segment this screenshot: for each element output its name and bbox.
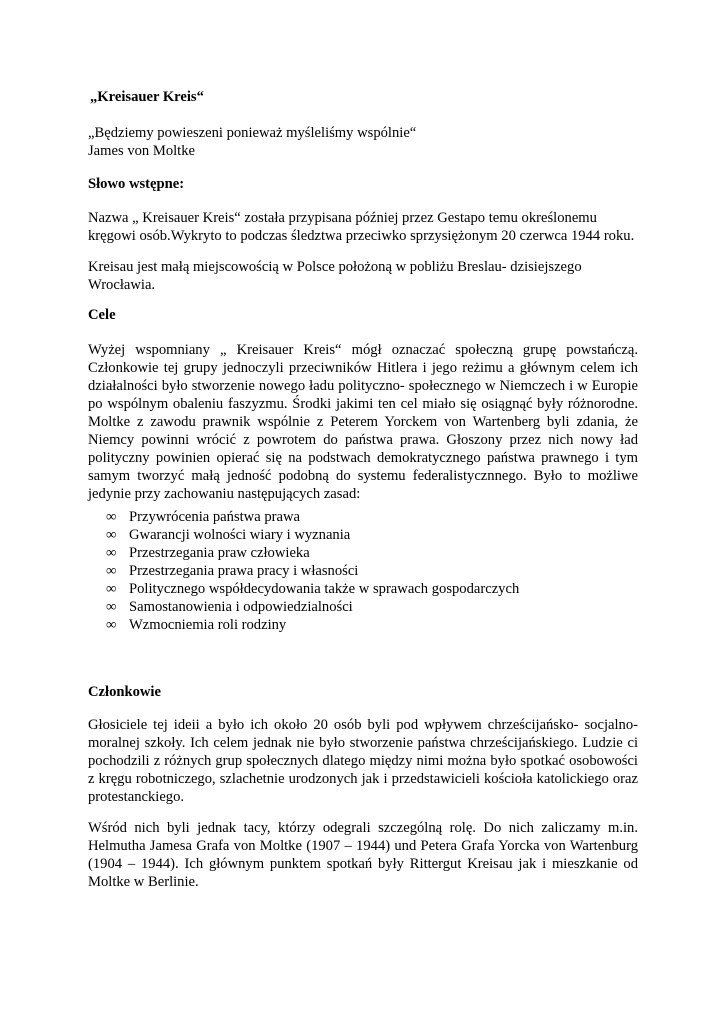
list-item (106, 508, 626, 526)
text-line: jedynie przy zachowaniu następujących zasad: (88, 486, 361, 502)
principles-list (106, 508, 626, 634)
members-paragraph-2 (88, 819, 638, 891)
text-line: Moltke z zawodu prawnik wspólnie z Peterem Yorckem von Wartenberg byli zdania, że (88, 414, 638, 430)
members-paragraph-1 (88, 716, 638, 806)
list-item-text: Przywrócenia państwa prawa (129, 509, 300, 525)
infinity-bullet-icon: ∞ (106, 509, 117, 525)
list-item-text: Samostanowienia i odpowiedzialności (129, 599, 353, 615)
document-title: „Kreisauer Kreis“ (90, 89, 204, 105)
text-line: po wspólnym obaleniu faszyzmu. Środki jakimi ten cel miało się osiągnąć były różnorodne. (88, 396, 638, 412)
list-item (106, 562, 626, 580)
goals-heading: Cele (88, 307, 116, 323)
members-heading: Członkowie (88, 684, 161, 700)
text-line: (1904 – 1944). Ich głównym punktem spotkań były Rittergut Kreisau jak i mieszkanie od (88, 856, 638, 872)
list-item (106, 580, 626, 598)
preface-heading: Słowo wstępne: (88, 176, 185, 192)
list-item-text: Politycznego współdecydowania także w sprawach gospodarczych (129, 581, 520, 597)
infinity-bullet-icon: ∞ (106, 617, 117, 633)
text-line: Niemcy powinni wrócić z powrotem do państwa prawa. Głoszony przez nich nowy ład (88, 432, 638, 448)
text-line: Głosiciele tej ideii a było ich około 20 osób byli pod wpływem chrześcijańsko- socjalno- (88, 717, 638, 733)
epigraph-author: James von Moltke (88, 143, 196, 159)
text-line: Helmutha Jamesa Grafa von Moltke (1907 – 1944) und Petera Grafa Yorcka von Wartenburg (88, 838, 638, 854)
list-item-text: Przestrzegania praw człowieka (129, 545, 310, 561)
text-line: Kreisau jest małą miejscowością w Polsce położoną w pobliżu Breslau- dzisiejszego (88, 259, 582, 275)
text-line: działalności było stworzenie nowego ładu polityczno- społecznego w Niemczech i w Europie (88, 378, 638, 394)
infinity-bullet-icon: ∞ (106, 581, 117, 597)
infinity-bullet-icon: ∞ (106, 563, 117, 579)
epigraph-quote: „Będziemy powieszeni ponieważ myśleliśmy wspólnie“ (88, 125, 417, 141)
text-line: Członkowie tej grupy jednoczyli przeciwników Hitlera i jego reżimu a głównym celem ich (88, 360, 638, 376)
list-item-text: Wzmocniemia roli rodziny (129, 617, 287, 633)
preface-paragraph-1 (88, 209, 638, 245)
text-line: kręgowi osób.Wykryto to podczas śledztwa przeciwko sprzysiężonym 20 czerwca 1944 roku. (88, 228, 635, 244)
preface-paragraph-2 (88, 258, 638, 294)
list-item (106, 544, 626, 562)
list-item (106, 616, 626, 634)
list-item-text: Przestrzegania prawa pracy i własności (129, 563, 359, 579)
text-line: polityczny powinien opierać się na podstwach demokratycznego państwa prawnego i tym (88, 450, 638, 466)
text-line: Wśród nich byli jednak tacy, którzy odegrali szczególną rolę. Do nich zaliczamy m.in. (88, 820, 638, 836)
text-line: moralnej szkoły. Ich celem jednak nie było stworzenie państwa chrześcijańskiego. Ludzie ci (88, 735, 638, 751)
text-line: pochodzili z różnych grup społecznych dlatego między nimi można było spotkać osobowości (88, 753, 638, 769)
text-line: Moltke w Berlinie. (88, 874, 199, 890)
text-line: Wrocławia. (88, 277, 156, 293)
infinity-bullet-icon: ∞ (106, 527, 117, 543)
goals-paragraph (88, 341, 638, 503)
list-item (106, 526, 626, 544)
list-item (106, 598, 626, 616)
text-line: Nazwa „ Kreisauer Kreis“ została przypisana później przez Gestapo temu określonemu (88, 210, 597, 226)
text-line: protestanckiego. (88, 789, 185, 805)
text-line: z kręgu robotniczego, szlachetnie urodzonych jak i przedstawicieli kościoła katolickiego oraz (88, 771, 638, 787)
text-line: samym tworzyć małą jedność podobną do systemu federalistycznnego. Było to możliwe (88, 468, 638, 484)
text-line: Wyżej wspomniany „ Kreisauer Kreis“ mógł oznaczać społeczną grupę powstańczą. (88, 342, 638, 358)
epigraph (88, 124, 638, 160)
list-item-text: Gwarancji wolności wiary i wyznania (129, 527, 351, 543)
infinity-bullet-icon: ∞ (106, 545, 117, 561)
infinity-bullet-icon: ∞ (106, 599, 117, 615)
